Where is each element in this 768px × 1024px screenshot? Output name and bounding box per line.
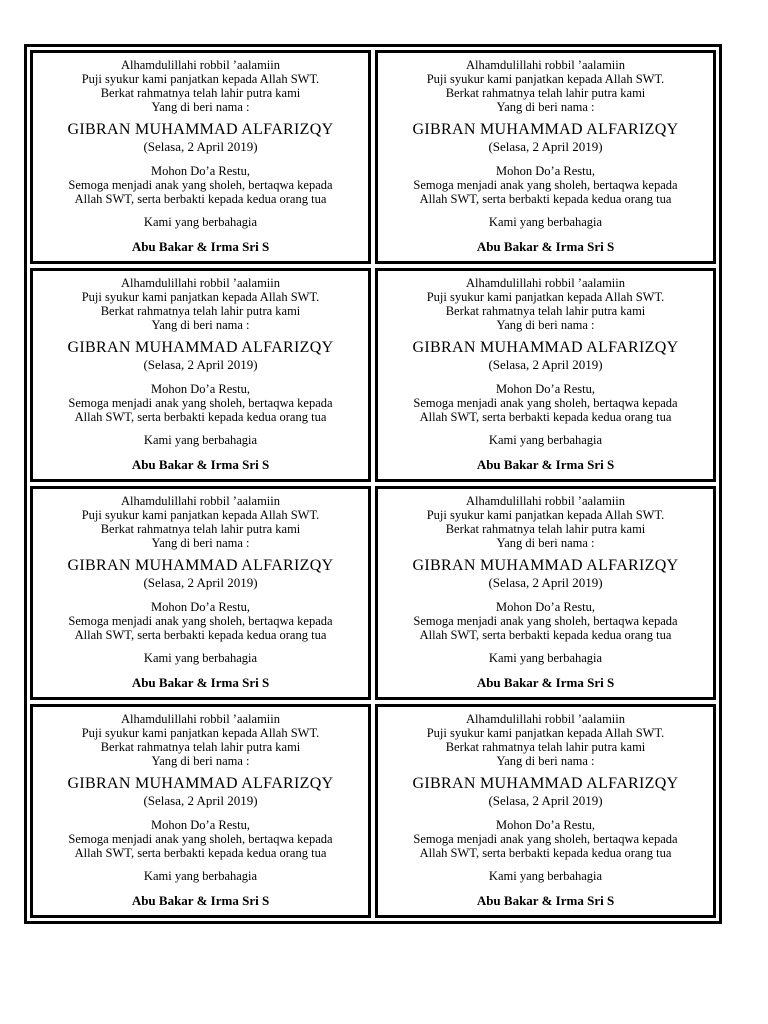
birth-date: (Selasa, 2 April 2019) — [143, 139, 258, 154]
closing-line: Kami yang berbahagia — [488, 651, 603, 665]
birth-line: Berkat rahmatnya telah lahir putra kami — [445, 304, 646, 318]
birth-date: (Selasa, 2 April 2019) — [143, 357, 258, 372]
gratitude-line: Puji syukur kami panjatkan kepada Allah SWT. — [426, 726, 665, 740]
birth-line: Berkat rahmatnya telah lahir putra kami — [100, 522, 301, 536]
gratitude-line: Puji syukur kami panjatkan kepada Allah SWT. — [426, 72, 665, 86]
baby-name: GIBRAN MUHAMMAD ALFARIZQY — [67, 339, 334, 356]
greeting-line: Alhamdulillahi robbil ’aalamiin — [121, 276, 280, 290]
birth-line: Berkat rahmatnya telah lahir putra kami — [100, 86, 301, 100]
prayer-line-1: Semoga menjadi anak yang sholeh, bertaqwa kepada — [413, 614, 678, 628]
parents-signature: Abu Bakar & Irma Sri S — [476, 239, 615, 254]
birth-date: (Selasa, 2 April 2019) — [143, 793, 258, 808]
greeting-line: Alhamdulillahi robbil ’aalamiin — [466, 494, 625, 508]
prayer-line-1: Semoga menjadi anak yang sholeh, bertaqwa kepada — [413, 832, 678, 846]
baby-name: GIBRAN MUHAMMAD ALFARIZQY — [412, 557, 679, 574]
prayer-request: Mohon Do’a Restu, — [496, 600, 595, 614]
named-line: Yang di beri nama : — [151, 318, 250, 332]
birth-announcement-card — [375, 486, 716, 700]
baby-name: GIBRAN MUHAMMAD ALFARIZQY — [412, 775, 679, 792]
birth-date: (Selasa, 2 April 2019) — [488, 793, 603, 808]
greeting-line: Alhamdulillahi robbil ’aalamiin — [121, 58, 280, 72]
prayer-line-2: Allah SWT, serta berbakti kepada kedua orang tua — [74, 410, 327, 424]
greeting-line: Alhamdulillahi robbil ’aalamiin — [466, 276, 625, 290]
parents-signature: Abu Bakar & Irma Sri S — [476, 457, 615, 472]
prayer-line-2: Allah SWT, serta berbakti kepada kedua orang tua — [419, 628, 672, 642]
birth-announcement-card — [375, 50, 716, 264]
birth-date: (Selasa, 2 April 2019) — [488, 575, 603, 590]
named-line: Yang di beri nama : — [151, 536, 250, 550]
birth-announcement-card — [375, 268, 716, 482]
named-line: Yang di beri nama : — [496, 754, 595, 768]
gratitude-line: Puji syukur kami panjatkan kepada Allah SWT. — [81, 508, 320, 522]
named-line: Yang di beri nama : — [496, 100, 595, 114]
birth-line: Berkat rahmatnya telah lahir putra kami — [445, 522, 646, 536]
gratitude-line: Puji syukur kami panjatkan kepada Allah SWT. — [426, 508, 665, 522]
prayer-line-1: Semoga menjadi anak yang sholeh, bertaqwa kepada — [413, 396, 678, 410]
baby-name: GIBRAN MUHAMMAD ALFARIZQY — [67, 121, 334, 138]
prayer-line-1: Semoga menjadi anak yang sholeh, bertaqwa kepada — [68, 178, 333, 192]
prayer-request: Mohon Do’a Restu, — [496, 164, 595, 178]
prayer-line-1: Semoga menjadi anak yang sholeh, bertaqwa kepada — [68, 614, 333, 628]
prayer-line-2: Allah SWT, serta berbakti kepada kedua orang tua — [419, 846, 672, 860]
baby-name: GIBRAN MUHAMMAD ALFARIZQY — [67, 775, 334, 792]
gratitude-line: Puji syukur kami panjatkan kepada Allah SWT. — [81, 290, 320, 304]
closing-line: Kami yang berbahagia — [143, 433, 258, 447]
prayer-line-2: Allah SWT, serta berbakti kepada kedua orang tua — [74, 628, 327, 642]
birth-line: Berkat rahmatnya telah lahir putra kami — [100, 740, 301, 754]
parents-signature: Abu Bakar & Irma Sri S — [131, 893, 270, 908]
birth-line: Berkat rahmatnya telah lahir putra kami — [445, 86, 646, 100]
named-line: Yang di beri nama : — [496, 536, 595, 550]
prayer-request: Mohon Do’a Restu, — [151, 600, 250, 614]
birth-date: (Selasa, 2 April 2019) — [488, 139, 603, 154]
prayer-request: Mohon Do’a Restu, — [151, 818, 250, 832]
greeting-line: Alhamdulillahi robbil ’aalamiin — [121, 494, 280, 508]
prayer-line-2: Allah SWT, serta berbakti kepada kedua orang tua — [419, 192, 672, 206]
birth-announcement-card — [30, 268, 371, 482]
named-line: Yang di beri nama : — [496, 318, 595, 332]
label-grid — [30, 50, 716, 918]
prayer-request: Mohon Do’a Restu, — [151, 382, 250, 396]
birth-announcement-card — [30, 704, 371, 918]
prayer-request: Mohon Do’a Restu, — [151, 164, 250, 178]
label-sheet — [24, 44, 722, 924]
greeting-line: Alhamdulillahi robbil ’aalamiin — [121, 712, 280, 726]
prayer-request: Mohon Do’a Restu, — [496, 382, 595, 396]
prayer-line-1: Semoga menjadi anak yang sholeh, bertaqwa kepada — [68, 396, 333, 410]
closing-line: Kami yang berbahagia — [488, 433, 603, 447]
greeting-line: Alhamdulillahi robbil ’aalamiin — [466, 712, 625, 726]
gratitude-line: Puji syukur kami panjatkan kepada Allah SWT. — [81, 726, 320, 740]
prayer-line-2: Allah SWT, serta berbakti kepada kedua orang tua — [74, 192, 327, 206]
parents-signature: Abu Bakar & Irma Sri S — [131, 457, 270, 472]
parents-signature: Abu Bakar & Irma Sri S — [131, 675, 270, 690]
birth-line: Berkat rahmatnya telah lahir putra kami — [445, 740, 646, 754]
closing-line: Kami yang berbahagia — [488, 869, 603, 883]
parents-signature: Abu Bakar & Irma Sri S — [476, 675, 615, 690]
prayer-request: Mohon Do’a Restu, — [496, 818, 595, 832]
greeting-line: Alhamdulillahi robbil ’aalamiin — [466, 58, 625, 72]
prayer-line-2: Allah SWT, serta berbakti kepada kedua orang tua — [74, 846, 327, 860]
prayer-line-1: Semoga menjadi anak yang sholeh, bertaqwa kepada — [68, 832, 333, 846]
birth-announcement-card — [375, 704, 716, 918]
parents-signature: Abu Bakar & Irma Sri S — [476, 893, 615, 908]
prayer-line-2: Allah SWT, serta berbakti kepada kedua orang tua — [419, 410, 672, 424]
gratitude-line: Puji syukur kami panjatkan kepada Allah SWT. — [81, 72, 320, 86]
birth-date: (Selasa, 2 April 2019) — [143, 575, 258, 590]
baby-name: GIBRAN MUHAMMAD ALFARIZQY — [412, 339, 679, 356]
parents-signature: Abu Bakar & Irma Sri S — [131, 239, 270, 254]
closing-line: Kami yang berbahagia — [143, 869, 258, 883]
baby-name: GIBRAN MUHAMMAD ALFARIZQY — [67, 557, 334, 574]
named-line: Yang di beri nama : — [151, 754, 250, 768]
baby-name: GIBRAN MUHAMMAD ALFARIZQY — [412, 121, 679, 138]
named-line: Yang di beri nama : — [151, 100, 250, 114]
closing-line: Kami yang berbahagia — [143, 651, 258, 665]
closing-line: Kami yang berbahagia — [143, 215, 258, 229]
prayer-line-1: Semoga menjadi anak yang sholeh, bertaqwa kepada — [413, 178, 678, 192]
birth-announcement-card — [30, 486, 371, 700]
closing-line: Kami yang berbahagia — [488, 215, 603, 229]
birth-date: (Selasa, 2 April 2019) — [488, 357, 603, 372]
gratitude-line: Puji syukur kami panjatkan kepada Allah SWT. — [426, 290, 665, 304]
birth-line: Berkat rahmatnya telah lahir putra kami — [100, 304, 301, 318]
birth-announcement-card — [30, 50, 371, 264]
